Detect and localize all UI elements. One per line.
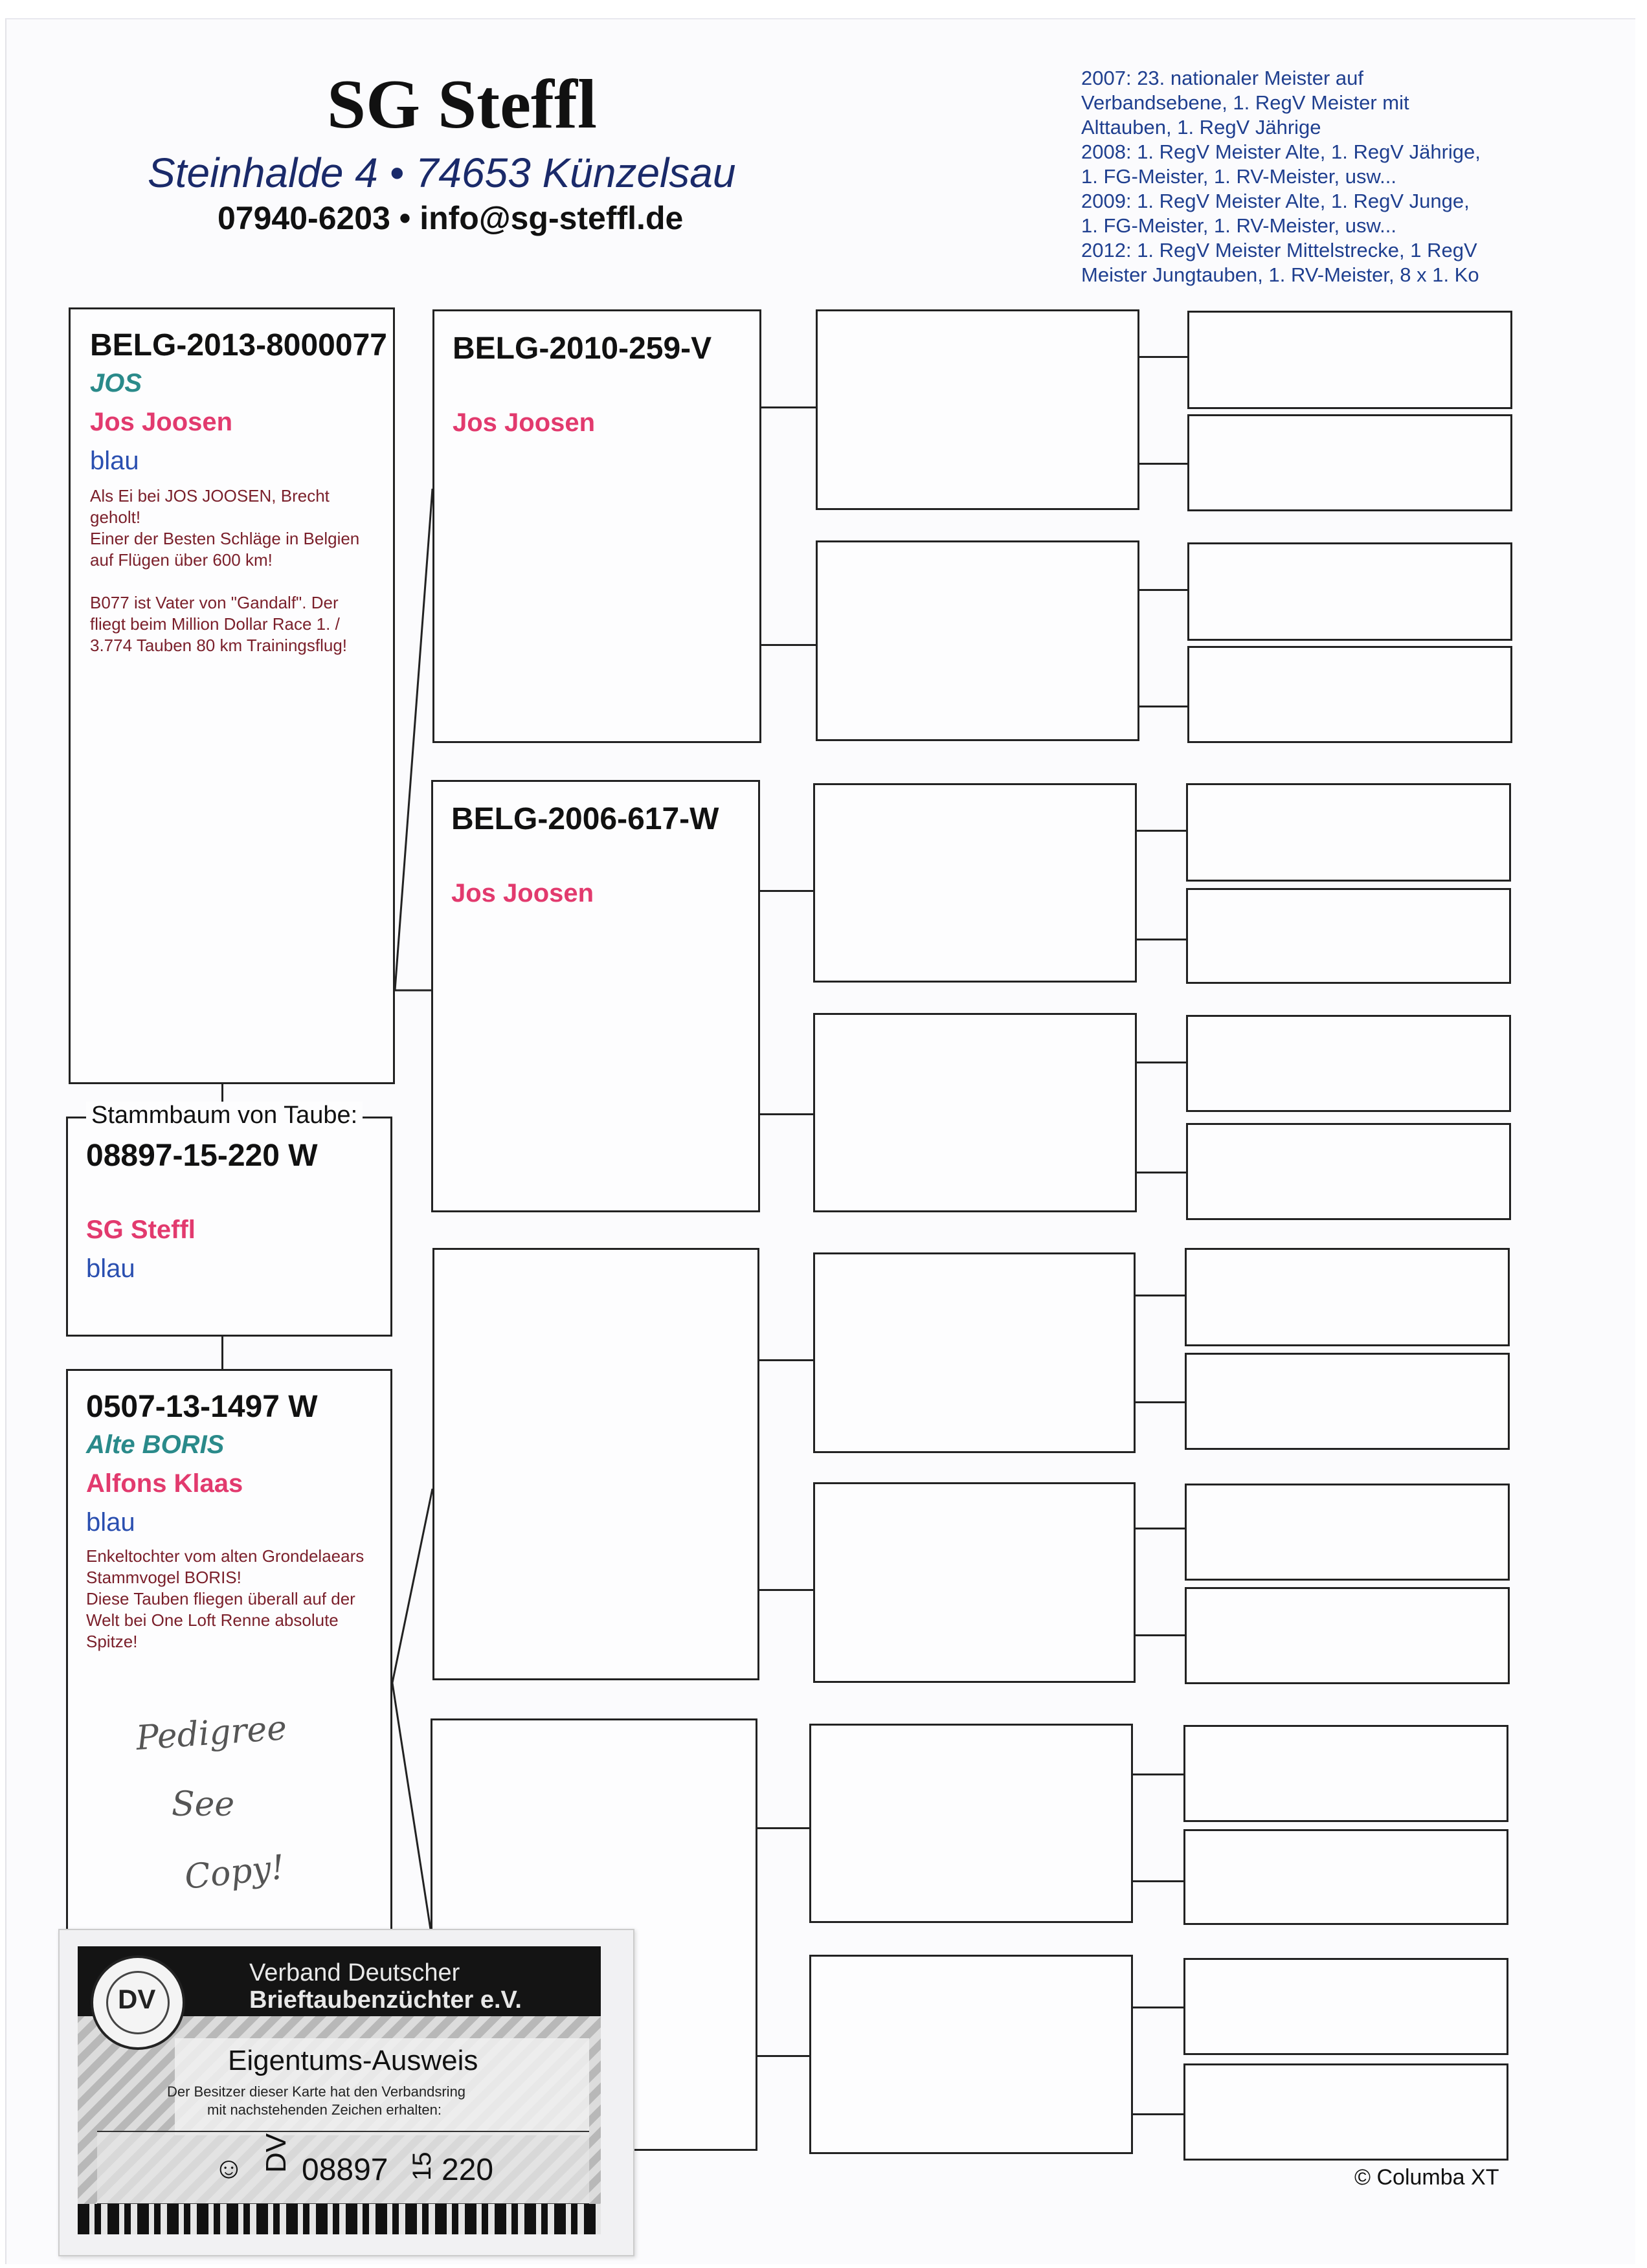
- great-grandparent-box: [809, 1724, 1133, 1923]
- dam-name: Alte BORIS: [86, 1430, 225, 1459]
- achievement-line: 1. FG-Meister, 1. RV-Meister, usw...: [1081, 214, 1396, 237]
- connector-line: [761, 406, 816, 408]
- connector-line: [759, 1589, 813, 1591]
- connector-line: [1137, 1172, 1186, 1173]
- card-ornament-band: [78, 2204, 601, 2234]
- connector-line: [1139, 356, 1187, 358]
- connector-line: [1133, 1880, 1183, 1882]
- great-great-grandparent-box: [1185, 1353, 1510, 1450]
- card-prefix: DV: [260, 2133, 292, 2173]
- grandparent-breeder: Jos Joosen: [453, 408, 596, 437]
- card-club: 08897: [302, 2153, 388, 2187]
- great-great-grandparent-box: [1185, 1587, 1510, 1684]
- note-line: Einer der Besten Schläge in Belgien: [90, 529, 360, 548]
- achievement-line: 2007: 23. nationaler Meister auf: [1081, 67, 1363, 89]
- subject-box: [66, 1102, 392, 1337]
- connector-line: [1139, 706, 1187, 707]
- great-great-grandparent-box: [1185, 1484, 1510, 1581]
- card-body: [78, 1946, 601, 2234]
- connector-line: [760, 890, 813, 892]
- sire-name: JOS: [90, 369, 142, 397]
- subject-breeder: SG Steffl: [86, 1216, 196, 1244]
- sire-color: blau: [90, 447, 139, 475]
- great-great-grandparent-box: [1187, 646, 1512, 743]
- connector-line: [760, 1113, 813, 1115]
- great-grandparent-box: [816, 309, 1139, 510]
- connector-line: [1137, 830, 1186, 832]
- card-year: 15: [408, 2151, 436, 2181]
- breeder-contact: 07940-6203 • info@sg-steffl.de: [218, 200, 684, 236]
- dam-color: blau: [86, 1508, 135, 1537]
- note-line: geholt!: [90, 507, 141, 527]
- grandparent-box-3: [432, 1248, 759, 1680]
- note-line: Diese Tauben fliegen überall auf der: [86, 1589, 355, 1608]
- sire-box: [69, 307, 395, 1084]
- great-great-grandparent-box: [1183, 2063, 1508, 2161]
- dam-breeder: Alfons Klaas: [86, 1469, 243, 1498]
- great-great-grandparent-box: [1187, 414, 1512, 511]
- card-number: 220: [442, 2153, 494, 2187]
- connector-line: [757, 2055, 809, 2057]
- note-line: auf Flügen über 600 km!: [90, 550, 273, 570]
- connector-line: [757, 1827, 809, 1829]
- grandparent-breeder: Jos Joosen: [451, 879, 594, 907]
- note-line: B077 ist Vater von "Gandalf". Der: [90, 593, 339, 612]
- dam-ring: 0507-13-1497 W: [86, 1390, 318, 1424]
- connector-line: [1136, 1634, 1185, 1636]
- handwritten-note-line: See: [172, 1785, 235, 1824]
- subject-ring: 08897-15-220 W: [86, 1139, 318, 1173]
- card-text-line2: mit nachstehenden Zeichen erhalten:: [207, 2102, 442, 2118]
- copyright-text: © Columba XT: [1354, 2165, 1499, 2190]
- great-grandparent-box: [813, 1252, 1136, 1453]
- great-great-grandparent-box: [1186, 783, 1511, 882]
- dv-logo: [91, 1955, 185, 2050]
- handwritten-note-line: Pedigree: [135, 1708, 288, 1759]
- achievements-block: [1081, 66, 1534, 287]
- connector-line: [759, 1359, 813, 1361]
- note-line: fliegt beim Million Dollar Race 1. /: [90, 614, 340, 634]
- card-title: Eigentums-Ausweis: [228, 2045, 478, 2076]
- sire-ring: BELG-2013-8000077: [90, 328, 387, 362]
- great-great-grandparent-box: [1186, 1123, 1511, 1220]
- connector-line: [1136, 1295, 1185, 1296]
- great-great-grandparent-box: [1183, 1958, 1508, 2055]
- connector-line: [1136, 1528, 1185, 1529]
- subject-label: Stammbaum von Taube:: [86, 1102, 363, 1129]
- card-text-line1: Der Besitzer dieser Karte hat den Verbandsring: [167, 2084, 466, 2100]
- note-line: [90, 571, 388, 592]
- achievement-line: 1. FG-Meister, 1. RV-Meister, usw...: [1081, 165, 1396, 188]
- great-great-grandparent-box: [1183, 1829, 1508, 1925]
- achievement-line: Alttauben, 1. RegV Jährige: [1081, 116, 1321, 139]
- breeder-address: Steinhalde 4 • 74653 Künzelsau: [148, 150, 736, 196]
- ownership-card: [58, 1929, 634, 2256]
- connector-line: [1139, 463, 1187, 465]
- connector-line: [761, 644, 816, 646]
- great-great-grandparent-box: [1186, 1015, 1511, 1112]
- achievement-line: 2008: 1. RegV Meister Alte, 1. RegV Jährige,: [1081, 140, 1481, 163]
- connector-line: [1133, 2113, 1183, 2115]
- achievement-line: 2012: 1. RegV Meister Mittelstrecke, 1 RegV: [1081, 239, 1477, 261]
- breeder-title: SG Steffl: [327, 66, 597, 143]
- great-grandparent-box: [809, 1955, 1133, 2154]
- great-grandparent-box: [813, 783, 1137, 983]
- connector-line: [1137, 1062, 1186, 1063]
- connector-line: [221, 1337, 223, 1372]
- sire-breeder: Jos Joosen: [90, 408, 233, 436]
- great-great-grandparent-box: [1187, 542, 1512, 641]
- note-line: 3.774 Tauben 80 km Trainingsflug!: [90, 636, 348, 655]
- dam-notes: [86, 1546, 384, 1652]
- card-org-line2: Brieftaubenzüchter e.V.: [249, 1986, 522, 2014]
- great-grandparent-box: [813, 1013, 1137, 1212]
- grandparent-ring: BELG-2010-259-V: [453, 331, 712, 366]
- note-line: Als Ei bei JOS JOOSEN, Brecht: [90, 486, 330, 506]
- connector-line: [1139, 589, 1187, 591]
- achievement-line: Meister Jungtauben, 1. RV-Meister, 8 x 1. Ko: [1081, 263, 1479, 286]
- achievement-line: 2009: 1. RegV Meister Alte, 1. RegV Junge,: [1081, 190, 1470, 212]
- note-line: Stammvogel BORIS!: [86, 1568, 241, 1587]
- note-line: Welt bei One Loft Renne absolute: [86, 1610, 339, 1630]
- great-grandparent-box: [813, 1482, 1136, 1683]
- great-great-grandparent-box: [1185, 1248, 1510, 1346]
- connector-line: [1137, 939, 1186, 940]
- note-line: Spitze!: [86, 1632, 138, 1651]
- sire-notes: [90, 485, 388, 656]
- handwritten-note-line: Copy!: [183, 1848, 287, 1897]
- subject-color: blau: [86, 1254, 135, 1283]
- bird-emblem-icon: ☺: [214, 2151, 244, 2185]
- great-great-grandparent-box: [1183, 1725, 1508, 1822]
- note-line: Enkeltochter vom alten Grondelaears: [86, 1546, 364, 1566]
- connector-line: [1133, 1773, 1183, 1775]
- great-great-grandparent-box: [1187, 311, 1512, 409]
- connector-line: [1133, 2007, 1183, 2008]
- grandparent-box-2: [431, 780, 760, 1212]
- dv-logo-letters: DV: [118, 1984, 156, 2014]
- connector-line: [1136, 1401, 1185, 1403]
- card-org-line1: Verband Deutscher: [249, 1959, 460, 1986]
- grandparent-box-1: [432, 309, 761, 743]
- achievement-line: Verbandsebene, 1. RegV Meister mit: [1081, 91, 1409, 114]
- great-grandparent-box: [816, 540, 1139, 741]
- grandparent-ring: BELG-2006-617-W: [451, 802, 719, 836]
- great-great-grandparent-box: [1186, 888, 1511, 984]
